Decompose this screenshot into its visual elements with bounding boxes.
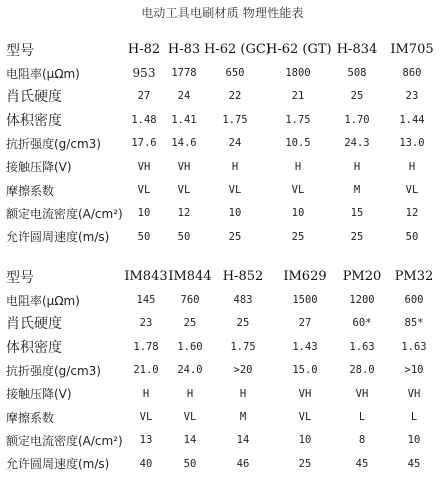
row-label: 允许圆周速度(m/s) — [6, 457, 110, 472]
grade-header: IM629 — [283, 269, 327, 285]
table-cell: VL — [139, 411, 153, 424]
row-label: 摩擦系数 — [6, 410, 55, 425]
table-cell: H — [408, 160, 416, 173]
table-cell: 15.0 — [292, 364, 318, 377]
table-cell: VL — [298, 411, 312, 424]
table-cell: 10 — [228, 207, 242, 220]
row-label: 肖氏硬度 — [6, 316, 62, 333]
table-row — [6, 405, 440, 428]
table-row — [6, 382, 440, 405]
table-cell: 1.70 — [344, 113, 370, 126]
table-cell: VH — [407, 387, 421, 400]
table-cell: 85* — [404, 317, 424, 330]
table-cell: 8 — [358, 434, 366, 447]
table-cell: 50 — [183, 457, 197, 470]
row-label: 接触压降(V) — [6, 387, 72, 402]
table-cell: M — [353, 184, 361, 197]
table-row — [6, 132, 440, 155]
table-cell: 14.6 — [171, 137, 197, 150]
table-cell: 27 — [137, 90, 151, 103]
table-cell: 1.75 — [285, 113, 311, 126]
grade-header: IM844 — [168, 269, 212, 285]
table-cell: 17.6 — [131, 137, 157, 150]
header-label: 型号 — [6, 269, 34, 286]
table-row — [6, 61, 440, 84]
row-label: 电阻率(μΩm) — [6, 66, 80, 81]
table-cell: 508 — [347, 67, 367, 80]
table-row — [6, 108, 440, 131]
header-label: 型号 — [6, 42, 34, 59]
table-cell: 10.5 — [285, 137, 311, 150]
table-cell: 10 — [407, 434, 421, 447]
table-cell: 14 — [183, 434, 197, 447]
table-cell: H — [294, 160, 302, 173]
table-cell: 760 — [180, 294, 200, 307]
row-label: 体积密度 — [6, 339, 62, 356]
table-cell: 22 — [228, 90, 242, 103]
table-cell: 600 — [404, 294, 424, 307]
table-cell: 40 — [139, 457, 153, 470]
table-cell: 1.63 — [349, 340, 375, 353]
table-cell: 1500 — [292, 294, 318, 307]
table-cell: M — [239, 411, 247, 424]
row-label: 肖氏硬度 — [6, 89, 62, 106]
table-cell: 10 — [298, 434, 312, 447]
table-cell: 25 — [236, 317, 250, 330]
table-cell: 24 — [228, 137, 242, 150]
table-cell: VL — [405, 184, 419, 197]
table-cell: 953 — [132, 66, 156, 81]
table-row — [6, 178, 440, 201]
table-cell: 45 — [407, 457, 421, 470]
table-cell: 1778 — [171, 67, 197, 80]
table-cell: H — [186, 387, 194, 400]
row-label: 额定电流密度(A/cm²) — [6, 433, 123, 448]
table-cell: H — [353, 160, 361, 173]
table-row — [6, 288, 440, 311]
row-label: 允许圆周速度(m/s) — [6, 230, 110, 245]
table-cell: 46 — [236, 457, 250, 470]
table-cell: 12 — [177, 207, 191, 220]
table-cell: 24 — [177, 90, 191, 103]
table-cell: VH — [355, 387, 369, 400]
table-cell: 1800 — [285, 67, 311, 80]
table-cell: 1.63 — [401, 340, 427, 353]
table-cell: 860 — [402, 67, 422, 80]
table-cell: 1.75 — [230, 340, 256, 353]
table-cell: 23 — [139, 317, 153, 330]
table-cell: 1.43 — [292, 340, 318, 353]
table-cell: >20 — [233, 364, 253, 377]
table-cell: 650 — [225, 67, 245, 80]
table-cell: VH — [137, 160, 151, 173]
table-cell: 45 — [355, 457, 369, 470]
table-cell: 12 — [405, 207, 419, 220]
row-label: 抗折强度(g/cm3) — [6, 136, 101, 151]
table-header-row — [6, 38, 440, 61]
table-cell: VH — [298, 387, 312, 400]
table-cell: VL — [177, 184, 191, 197]
table-cell: 28.0 — [349, 364, 375, 377]
table-cell: H — [231, 160, 239, 173]
table-cell: VH — [177, 160, 191, 173]
grade-header: H-83 — [167, 42, 201, 58]
table-cell: 50 — [405, 230, 419, 243]
table-cell: 1.44 — [399, 113, 425, 126]
table-row — [6, 85, 440, 108]
table-header-row — [6, 265, 440, 288]
grade-header: H-82 — [127, 42, 161, 58]
table-cell: VL — [228, 184, 242, 197]
grade-header: PM20 — [342, 269, 382, 285]
table-cell: 1.75 — [222, 113, 248, 126]
table-cell: 1.48 — [131, 113, 157, 126]
row-label: 电阻率(μΩm) — [6, 293, 80, 308]
table-row — [6, 225, 440, 248]
table-row — [6, 312, 440, 335]
table-cell: 24.0 — [177, 364, 203, 377]
table-cell: 25 — [298, 457, 312, 470]
table-cell: 25 — [228, 230, 242, 243]
table-cell: 14 — [236, 434, 250, 447]
table-cell: 25 — [183, 317, 197, 330]
table-cell: 1.41 — [171, 113, 197, 126]
section-gap — [0, 247, 445, 261]
grade-header: IM843 — [124, 269, 168, 285]
table-cell: 25 — [350, 230, 364, 243]
table-cell: 50 — [177, 230, 191, 243]
table-row — [6, 155, 440, 178]
table-row — [6, 452, 440, 475]
table-cell: 50 — [137, 230, 151, 243]
spec-table-1 — [6, 38, 440, 249]
grade-header: PM32 — [394, 269, 434, 285]
table-cell: 145 — [136, 294, 156, 307]
table-cell: 60* — [352, 317, 372, 330]
table-row — [6, 202, 440, 225]
table-cell: VL — [291, 184, 305, 197]
table-cell: 1.78 — [133, 340, 159, 353]
document-title: 电动工具电刷材质 物理性能表 — [141, 6, 304, 20]
grade-header: H-852 — [222, 269, 264, 285]
table-cell: >10 — [404, 364, 424, 377]
grade-header: IM705 — [390, 42, 434, 58]
grade-header: H-62 (GT) — [266, 42, 332, 58]
table-cell: 10 — [291, 207, 305, 220]
table-cell: L — [410, 411, 418, 424]
table-cell: 23 — [405, 90, 419, 103]
table-cell: 15 — [350, 207, 364, 220]
grade-header: H-62 (GC) — [204, 42, 271, 58]
table-cell: 1200 — [349, 294, 375, 307]
row-label: 摩擦系数 — [6, 183, 55, 198]
table-cell: 10 — [137, 207, 151, 220]
table-cell: 21.0 — [133, 364, 159, 377]
table-cell: 483 — [233, 294, 253, 307]
row-label: 抗折强度(g/cm3) — [6, 363, 101, 378]
table-cell: 27 — [298, 317, 312, 330]
table-cell: 25 — [350, 90, 364, 103]
table-cell: L — [358, 411, 366, 424]
table-cell: 21 — [291, 90, 305, 103]
table-cell: 1.60 — [177, 340, 203, 353]
spec-table-2 — [6, 265, 440, 476]
table-cell: VL — [137, 184, 151, 197]
table-row — [6, 335, 440, 358]
table-row — [6, 359, 440, 382]
table-cell: 13.0 — [399, 137, 425, 150]
table-row — [6, 429, 440, 452]
table-cell: 24.3 — [344, 137, 370, 150]
table-cell: H — [239, 387, 247, 400]
row-label: 接触压降(V) — [6, 160, 72, 175]
table-cell: VL — [183, 411, 197, 424]
table-cell: 25 — [291, 230, 305, 243]
table-cell: H — [142, 387, 150, 400]
row-label: 体积密度 — [6, 112, 62, 129]
table-cell: 13 — [139, 434, 153, 447]
grade-header: H-834 — [336, 42, 378, 58]
row-label: 额定电流密度(A/cm²) — [6, 206, 123, 221]
